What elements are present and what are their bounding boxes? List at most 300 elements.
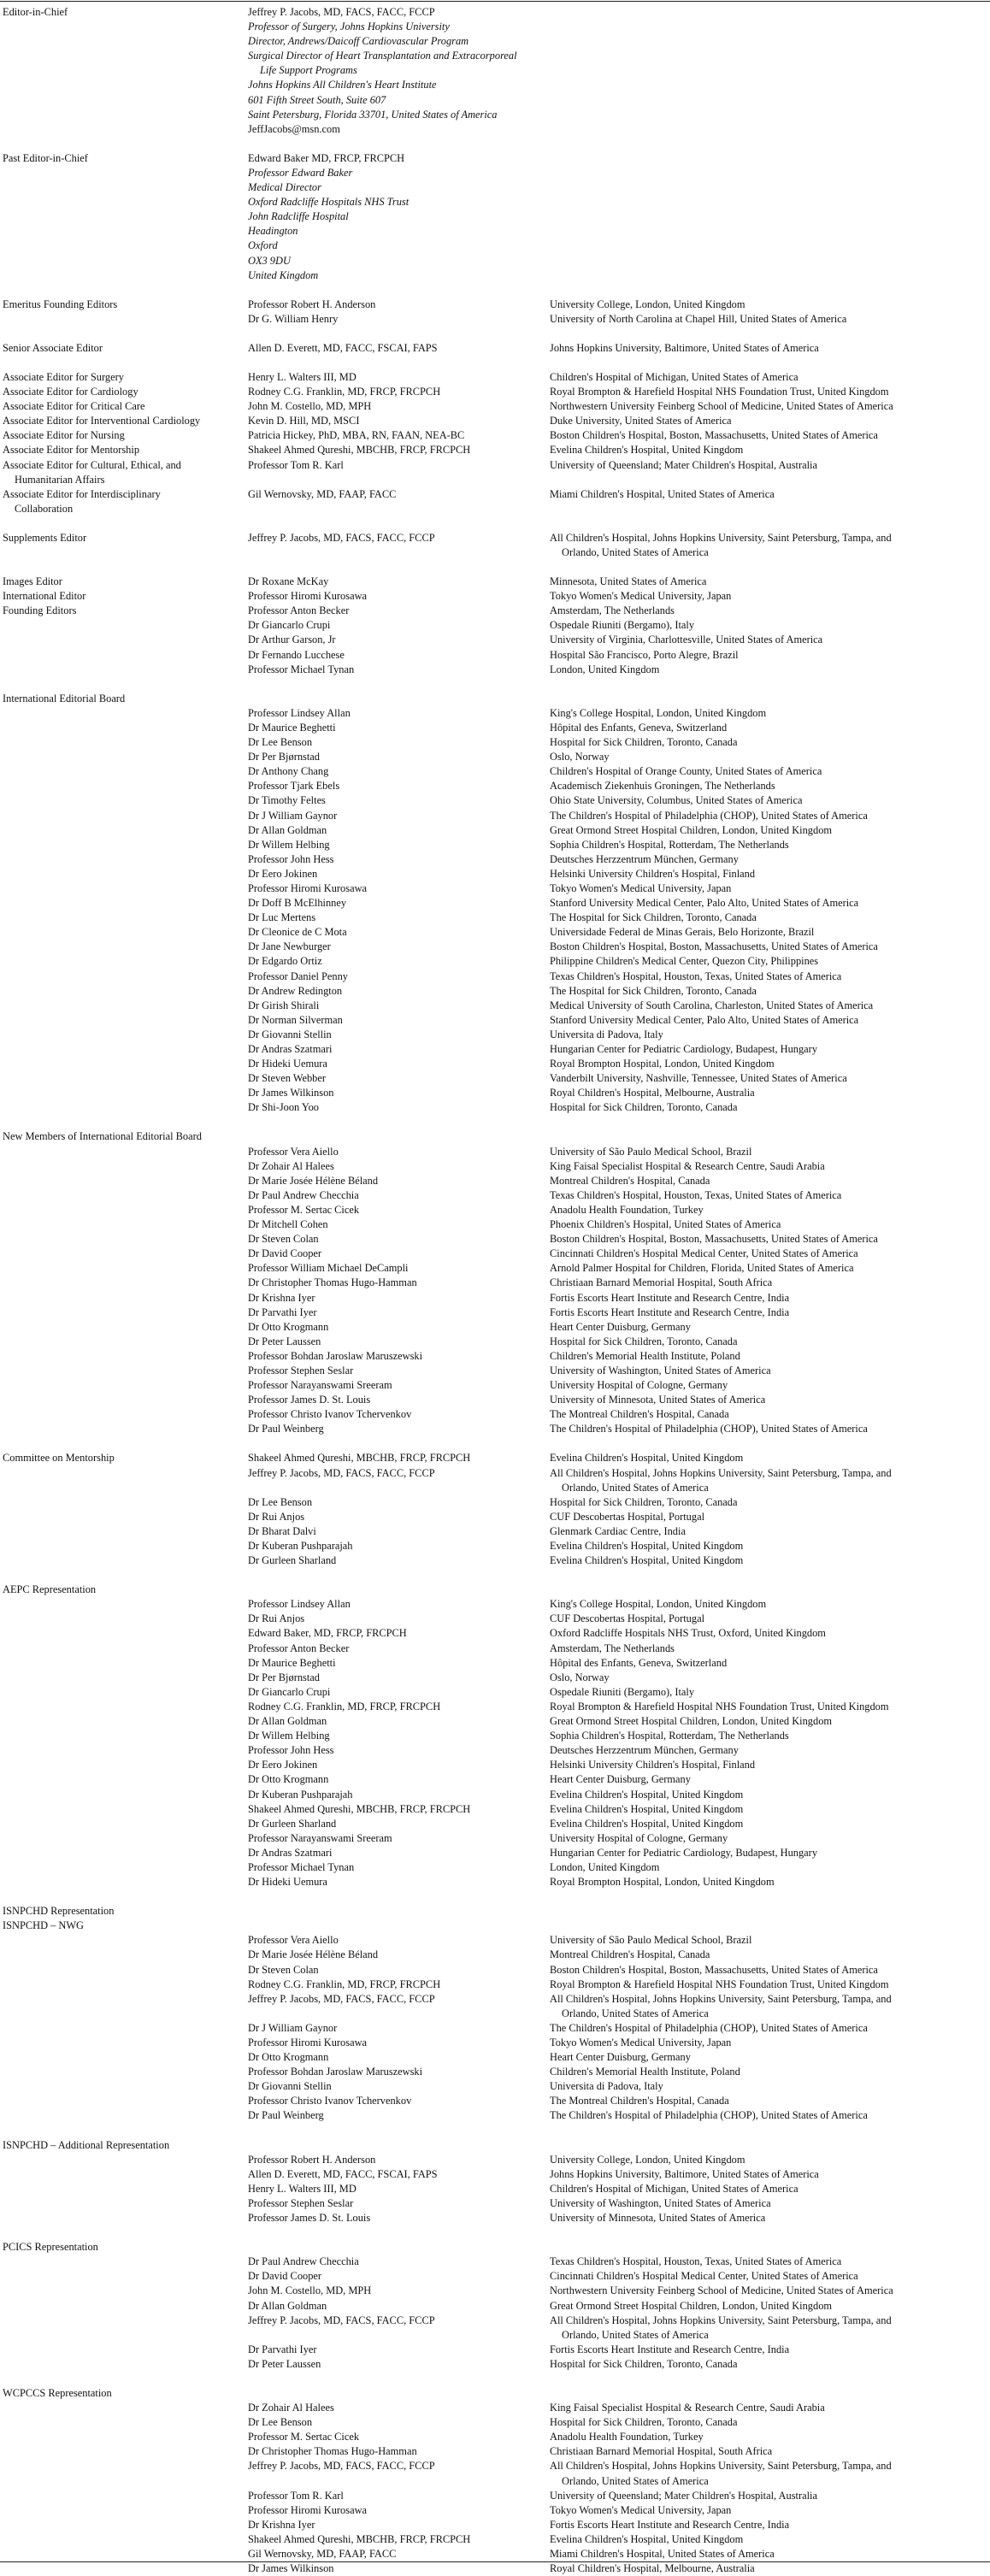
member-affiliation: King Faisal Specialist Hospital & Research Centre, Saudi Arabia [550, 2402, 825, 2414]
member-row [0, 502, 990, 516]
member-name: Gil Wernovsky, MD, FAAP, FACC [248, 487, 397, 500]
member-affiliation: Philippine Children's Medical Center, Quezon City, Philippines [550, 955, 819, 968]
member-row [0, 2401, 990, 2415]
member-name: Rodney C.G. Franklin, MD, FRCP, FRCPCH [248, 386, 441, 398]
member-affiliation: London, United Kingdom [550, 663, 660, 675]
member-affiliation: Oslo, Norway [550, 1671, 610, 1683]
member-name: Allen D. Everett, MD, FACC, FSCAI, FAPS [248, 341, 438, 354]
member-affiliation: Ospedale Riuniti (Bergamo), Italy [550, 1685, 695, 1698]
member-name: Dr Zohair Al Halees [248, 2402, 334, 2414]
member-affiliation: Tokyo Women's Medical University, Japan [550, 2503, 732, 2516]
member-row [0, 1802, 990, 1817]
section-gap [0, 1436, 990, 1451]
member-name: Dr Maurice Beghetti [248, 721, 336, 734]
member-affiliation: Hungarian Center for Pediatric Cardiology, Budapest, Hungary [550, 1846, 818, 1859]
member-row [0, 867, 990, 881]
member-row [0, 721, 990, 735]
member-row [0, 1378, 990, 1393]
member-row [0, 93, 990, 108]
member-row [0, 1393, 990, 1407]
member-affiliation: Royal Brompton & Harefield Hospital NHS Foundation Trust, United Kingdom [550, 1978, 889, 1990]
member-row [0, 881, 990, 896]
section-gap [0, 2225, 990, 2240]
member-name: Dr Maurice Beghetti [248, 1656, 336, 1669]
member-affiliation: The Children's Hospital of Philadelphia (CHOP), United States of America [550, 809, 868, 822]
member-name: Dr Hideki Uemura [248, 1058, 327, 1070]
member-row [0, 970, 990, 984]
member-row [0, 49, 990, 63]
member-name: Professor Robert H. Anderson [248, 2153, 376, 2166]
member-row [0, 1919, 990, 1933]
member-affiliation: Johns Hopkins University, Baltimore, United States of America [550, 2167, 819, 2180]
member-name: Dr Eero Jokinen [248, 867, 318, 880]
member-affiliation: Royal Brompton Hospital, London, United Kingdom [550, 1876, 775, 1889]
member-row [0, 1013, 990, 1028]
member-affiliation: Heart Center Duisburg, Germany [550, 2051, 691, 2064]
member-affiliation: Children's Memorial Health Institute, Poland [550, 1349, 740, 1362]
member-affiliation: Sophia Children's Hospital, Rotterdam, The Netherlands [550, 1730, 789, 1742]
member-affiliation: Cincinnati Children's Hospital Medical Center, United States of America [550, 2270, 858, 2283]
member-name: Dr Marie Josée Hélène Béland [248, 1948, 379, 1961]
member-row [0, 224, 990, 239]
member-affiliation: Montreal Children's Hospital, Canada [550, 1948, 710, 1961]
section-label: New Members of International Editorial Board [3, 1130, 202, 1143]
member-affiliation: Children's Hospital of Michigan, United States of America [550, 370, 798, 383]
member-affiliation: Johns Hopkins University, Baltimore, United States of America [550, 341, 819, 354]
member-row [0, 1817, 990, 1831]
member-name: Dr Timothy Feltes [248, 794, 326, 807]
member-row [0, 2269, 990, 2284]
member-affiliation: CUF Descobertas Hospital, Portugal [550, 1612, 705, 1625]
member-row [0, 823, 990, 838]
member-row [0, 779, 990, 793]
member-name: Jeffrey P. Jacobs, MD, FACS, FACC, FCCP [248, 1992, 435, 2005]
section-header-row [0, 692, 990, 706]
board-section [0, 370, 990, 516]
member-name: Dr Krishna Iyer [248, 1291, 315, 1304]
member-affiliation: Heart Center Duisburg, Germany [550, 1773, 691, 1786]
member-row [0, 2065, 990, 2079]
member-affiliation: Deutsches Herzzentrum München, Germany [550, 852, 739, 865]
member-affiliation: Evelina Children's Hospital, United Kingdom [550, 2532, 744, 2545]
member-affiliation: University of Virginia, Charlottesville, United States of America [550, 634, 823, 646]
member-affiliation: Boston Children's Hospital, Boston, Massachusetts, United States of America [550, 1233, 878, 1246]
member-row [0, 2430, 990, 2444]
member-name: Professor M. Sertac Cicek [248, 2431, 360, 2443]
member-row [0, 1904, 990, 1919]
member-name: Oxford Radcliffe Hospitals NHS Trust [248, 196, 410, 209]
member-row [0, 2474, 990, 2489]
member-affiliation: Fortis Escorts Heart Institute and Research Centre, India [550, 2518, 790, 2531]
member-row [0, 999, 990, 1013]
section-gap [0, 2124, 990, 2138]
member-row [0, 1203, 990, 1217]
member-affiliation: University of North Carolina at Chapel Hill, United States of America [550, 312, 847, 325]
member-name: Professor Tom R. Karl [248, 458, 344, 471]
member-affiliation: Tokyo Women's Medical University, Japan [550, 2037, 732, 2048]
member-affiliation: University College, London, United Kingdom [550, 298, 745, 310]
member-name: Professor Hiromi Kurosawa [248, 590, 368, 603]
member-row [0, 1597, 990, 1612]
member-affiliation: King's College Hospital, London, United Kingdom [550, 706, 767, 719]
member-row [0, 1772, 990, 1787]
member-name: Dr Anthony Chang [248, 765, 329, 778]
member-affiliation: Fortis Escorts Heart Institute and Research Centre, India [550, 1291, 790, 1304]
member-row [0, 1948, 990, 1962]
member-name: Oxford [248, 239, 278, 252]
member-affiliation: Children's Hospital of Orange County, United States of America [550, 765, 822, 778]
member-affiliation: The Children's Hospital of Philadelphia (CHOP), United States of America [550, 2109, 868, 2122]
member-name: Gil Wernovsky, MD, FAAP, FACC [248, 2548, 397, 2560]
member-name: Allen D. Everett, MD, FACC, FSCAI, FAPS [248, 2167, 438, 2180]
member-name: Dr Christopher Thomas Hugo-Hamman [248, 2445, 417, 2458]
member-affiliation: Boston Children's Hospital, Boston, Massachusetts, United States of America [550, 1963, 878, 1976]
member-row [0, 1306, 990, 1320]
member-row [0, 414, 990, 428]
member-name: Medical Director [248, 181, 321, 194]
role-label: Collaboration [15, 502, 74, 515]
member-row [0, 2503, 990, 2518]
member-affiliation: Royal Brompton & Harefield Hospital NHS Foundation Trust, United Kingdom [550, 386, 889, 398]
member-row [0, 2021, 990, 2036]
member-name: Director, Andrews/Daicoff Cardiovascular Program [248, 35, 469, 48]
board-section [0, 1904, 990, 2123]
section-gap [0, 327, 990, 341]
member-row [0, 1466, 990, 1481]
member-row [0, 1700, 990, 1714]
board-section [0, 1451, 990, 1568]
member-row [0, 1232, 990, 1247]
role-label: Associate Editor for Cardiology [3, 386, 138, 398]
member-affiliation: All Children's Hospital, Johns Hopkins University, Saint Petersburg, Tampa, and [550, 1992, 892, 2005]
member-row [0, 195, 990, 209]
member-affiliation: University of Minnesota, United States of America [550, 2212, 766, 2225]
member-row [0, 166, 990, 180]
member-row [0, 1758, 990, 1772]
member-row [0, 1159, 990, 1174]
member-affiliation: Hôpital des Enfants, Geneva, Switzerland [550, 1656, 728, 1669]
member-name: Dr Willem Helbing [248, 1730, 330, 1742]
member-affiliation: Northwestern University Feinberg School of Medicine, United States of America [550, 2284, 893, 2297]
member-affiliation: Orlando, United States of America [562, 2007, 709, 2019]
member-row [0, 1626, 990, 1641]
member-affiliation: Royal Children's Hospital, Melbourne, Australia [550, 1087, 755, 1099]
section-label: Editor-in-Chief [3, 6, 68, 18]
member-name: Dr Rui Anjos [248, 1510, 305, 1523]
member-affiliation: Orlando, United States of America [562, 2474, 709, 2487]
member-name: Henry L. Walters III, MD [248, 2182, 357, 2195]
member-affiliation: All Children's Hospital, Johns Hopkins University, Saint Petersburg, Tampa, and [550, 1466, 892, 1479]
member-name: Dr Norman Silverman [248, 1013, 343, 1026]
member-row [0, 385, 990, 399]
member-row [0, 2284, 990, 2298]
top-rule [0, 1, 990, 2]
member-affiliation: Hospital São Francisco, Porto Alegre, Brazil [550, 648, 739, 661]
member-name: Professor Michael Tynan [248, 663, 355, 675]
section-header-row [0, 2386, 990, 2401]
member-name: Professor M. Sertac Cicek [248, 1203, 360, 1216]
member-row [0, 2007, 990, 2021]
member-affiliation: Montreal Children's Hospital, Canada [550, 1174, 710, 1187]
member-affiliation: University of Washington, United States of America [550, 2196, 771, 2209]
member-affiliation: Hungarian Center for Pediatric Cardiology, Budapest, Hungary [550, 1043, 818, 1055]
member-row [0, 764, 990, 779]
member-name: Professor Hiromi Kurosawa [248, 2503, 368, 2516]
member-row [0, 2561, 990, 2576]
member-row [0, 1261, 990, 1276]
member-row [0, 1145, 990, 1159]
member-affiliation: Minnesota, United States of America [550, 575, 707, 588]
board-section [0, 692, 990, 1116]
board-section [0, 341, 990, 356]
member-affiliation: The Children's Hospital of Philadelphia (CHOP), United States of America [550, 2021, 868, 2034]
board-section [0, 531, 990, 560]
member-row [0, 108, 990, 122]
member-name: Professor Bohdan Jaroslaw Maruszewski [248, 1349, 423, 1362]
member-name: Dr Mitchell Cohen [248, 1218, 328, 1231]
member-row [0, 2328, 990, 2343]
member-affiliation: Great Ormond Street Hospital Children, London, United Kingdom [550, 2299, 833, 2312]
member-row [0, 1028, 990, 1042]
member-name: Dr Roxane McKay [248, 575, 329, 588]
member-affiliation: Hospital for Sick Children, Toronto, Canada [550, 1495, 738, 1508]
member-affiliation: Tokyo Women's Medical University, Japan [550, 881, 732, 894]
section-label: Past Editor-in-Chief [3, 151, 88, 164]
member-affiliation: Boston Children's Hospital, Boston, Massachusetts, United States of America [550, 940, 878, 953]
member-affiliation: Vanderbilt University, Nashville, Tennessee, United States of America [550, 1072, 847, 1085]
member-affiliation: Universidade Federal de Minas Gerais, Belo Horizonte, Brazil [550, 926, 815, 939]
member-row [0, 793, 990, 808]
member-affiliation: University of Minnesota, United States of America [550, 1394, 766, 1406]
member-name: Dr Andras Szatmari [248, 1846, 333, 1859]
member-affiliation: Evelina Children's Hospital, United Kingdom [550, 444, 744, 457]
section-label: AEPC Representation [3, 1583, 97, 1596]
role-label: Associate Editor for Cultural, Ethical, and [3, 458, 181, 471]
member-row [0, 2459, 990, 2473]
member-name: Dr Andrew Redington [248, 984, 343, 997]
member-name: Dr Lee Benson [248, 1495, 313, 1508]
member-affiliation: The Children's Hospital of Philadelphia (CHOP), United States of America [550, 1423, 868, 1435]
member-affiliation: Miami Children's Hospital, United States of America [550, 2548, 775, 2560]
member-row [0, 487, 990, 502]
member-row [0, 1407, 990, 1422]
member-name: Professor Edward Baker [248, 166, 353, 179]
member-name: Dr Gurleen Sharland [248, 1554, 337, 1567]
member-affiliation: Great Ormond Street Hospital Children, London, United Kingdom [550, 823, 833, 836]
member-row [0, 20, 990, 34]
bottom-rule [0, 2561, 990, 2562]
member-name: Professor Anton Becker [248, 604, 350, 617]
member-name: Dr Steven Colan [248, 1963, 319, 1976]
member-affiliation: Miami Children's Hospital, United States of America [550, 487, 775, 500]
member-row [0, 2299, 990, 2314]
member-row [0, 531, 990, 545]
member-affiliation: Fortis Escorts Heart Institute and Research Centre, India [550, 2343, 790, 2355]
member-name: Professor Vera Aiello [248, 1934, 339, 1947]
member-name: Headington [248, 225, 298, 238]
member-row [0, 575, 990, 589]
member-row [0, 648, 990, 663]
member-affiliation: Glenmark Cardiac Centre, India [550, 1524, 686, 1537]
member-name: Dr Doff B McElhinney [248, 897, 347, 910]
member-name: Professor of Surgery, Johns Hopkins University [248, 21, 450, 33]
member-name: Professor Daniel Penny [248, 970, 349, 982]
member-affiliation: Amsterdam, The Netherlands [550, 604, 675, 617]
member-affiliation: Anadolu Health Foundation, Turkey [550, 2431, 704, 2443]
member-row [0, 1685, 990, 1700]
member-row [0, 2108, 990, 2123]
member-row [0, 1276, 990, 1290]
member-name: Dr Parvathi Iyer [248, 1306, 317, 1318]
role-label: Associate Editor for Interdisciplinary [3, 487, 161, 500]
section-header-row [0, 1129, 990, 1144]
member-affiliation: Hospital for Sick Children, Toronto, Canada [550, 2416, 738, 2429]
member-affiliation: University of São Paulo Medical School, Brazil [550, 1934, 752, 1947]
member-name: Professor Hiromi Kurosawa [248, 881, 368, 894]
member-affiliation: Stanford University Medical Center, Palo Alto, United States of America [550, 1013, 859, 1026]
board-section [0, 575, 990, 677]
member-affiliation: London, United Kingdom [550, 1860, 660, 1873]
member-row [0, 2079, 990, 2094]
member-row [0, 2314, 990, 2328]
member-affiliation: Hospital for Sick Children, Toronto, Canada [550, 2357, 738, 2370]
member-name: Professor Robert H. Anderson [248, 298, 376, 310]
role-label: Images Editor [3, 575, 62, 588]
section-label: Senior Associate Editor [3, 341, 103, 354]
member-name: Dr Allan Goldman [248, 2299, 327, 2312]
section-label: ISNPCHD – Additional Representation [3, 2138, 170, 2151]
member-affiliation: The Hospital for Sick Children, Toronto, Canada [550, 911, 757, 924]
member-name: Professor John Hess [248, 852, 334, 865]
member-affiliation: Texas Children's Hospital, Houston, Texas, United States of America [550, 2255, 842, 2268]
member-name: Jeffrey P. Jacobs, MD, FACS, FACC, FCCP [248, 531, 435, 544]
member-name: John M. Costello, MD, MPH [248, 2284, 372, 2297]
member-row [0, 1495, 990, 1510]
member-name: Dr Edgardo Ortiz [248, 955, 322, 968]
member-affiliation: The Montreal Children's Hospital, Canada [550, 2095, 729, 2107]
member-row [0, 1612, 990, 1626]
member-affiliation: Christiaan Barnard Memorial Hospital, South Africa [550, 1276, 773, 1289]
member-affiliation: Hospital for Sick Children, Toronto, Canada [550, 1335, 738, 1347]
member-name: Dr Christopher Thomas Hugo-Hamman [248, 1276, 417, 1289]
member-name: Professor Stephen Seslar [248, 2196, 354, 2209]
member-name: Professor Christo Ivanov Tchervenkov [248, 1408, 412, 1421]
member-row [0, 1042, 990, 1057]
member-name: Dr Otto Krogmann [248, 2051, 329, 2064]
member-row [0, 2050, 990, 2065]
member-name: Kevin D. Hill, MD, MSCI [248, 415, 360, 427]
section-gap [0, 1115, 990, 1129]
member-name: Jeffrey P. Jacobs, MD, FACS, FACC, FCCP [248, 2314, 435, 2326]
member-row [0, 633, 990, 647]
member-name: Professor James D. St. Louis [248, 1394, 371, 1406]
section-gap [0, 1889, 990, 1904]
member-row [0, 896, 990, 911]
board-section [0, 2240, 990, 2372]
section-gap [0, 560, 990, 575]
member-name: Dr Eero Jokinen [248, 1759, 318, 1771]
member-row [0, 473, 990, 487]
member-name: Dr Per Bjørnstad [248, 1671, 320, 1683]
member-row [0, 1729, 990, 1743]
section-header-row [0, 1583, 990, 1597]
section-label: Supplements Editor [3, 531, 87, 544]
board-section [0, 5, 990, 137]
role-label: Humanitarian Affairs [15, 473, 105, 486]
member-name: Dr Marie Josée Hélène Béland [248, 1174, 379, 1187]
member-name: Jeffrey P. Jacobs, MD, FACS, FACC, FCCP [248, 6, 435, 18]
member-name: Shakeel Ahmed Qureshi, MBCHB, FRCP, FRCPCH [248, 444, 471, 457]
member-row [0, 663, 990, 677]
member-affiliation: Heart Center Duisburg, Germany [550, 1320, 691, 1333]
member-row [0, 1086, 990, 1100]
member-name: Dr Paul Andrew Checchia [248, 2255, 359, 2268]
member-row [0, 911, 990, 925]
member-affiliation: Ospedale Riuniti (Bergamo), Italy [550, 619, 695, 632]
member-name: Dr Otto Krogmann [248, 1773, 329, 1786]
member-affiliation: University College, London, United Kingdom [550, 2153, 745, 2166]
member-row [0, 2153, 990, 2167]
member-affiliation: Royal Brompton Hospital, London, United Kingdom [550, 1058, 775, 1070]
member-row [0, 1451, 990, 1465]
member-affiliation: All Children's Hospital, Johns Hopkins University, Saint Petersburg, Tampa, and [550, 2460, 892, 2473]
member-row [0, 1860, 990, 1875]
member-row [0, 1174, 990, 1188]
member-row [0, 735, 990, 750]
member-name: Dr Per Bjørnstad [248, 751, 320, 763]
member-name: Dr Bharat Dalvi [248, 1524, 316, 1537]
member-name: Dr Jane Newburger [248, 940, 331, 953]
member-row [0, 1422, 990, 1436]
member-name: Dr Willem Helbing [248, 838, 330, 851]
member-row [0, 1743, 990, 1758]
member-row [0, 1656, 990, 1671]
member-affiliation: University of Washington, United States of America [550, 1364, 771, 1376]
member-affiliation: King Faisal Specialist Hospital & Research Centre, Saudi Arabia [550, 1159, 825, 1172]
board-section [0, 151, 990, 283]
member-name: Dr Parvathi Iyer [248, 2343, 317, 2355]
member-row [0, 545, 990, 560]
section-label: International Editorial Board [3, 692, 126, 704]
member-row [0, 1539, 990, 1553]
member-row [0, 2415, 990, 2430]
member-name: Dr James Wilkinson [248, 2562, 334, 2575]
section-header-row [0, 2138, 990, 2153]
member-affiliation: Texas Children's Hospital, Houston, Texas, United States of America [550, 1188, 842, 1201]
member-row [0, 1349, 990, 1364]
member-name: 601 Fifth Street South, Suite 607 [248, 93, 386, 106]
member-row [0, 151, 990, 166]
member-name: Dr Shi-Joon Yoo [248, 1101, 319, 1114]
member-name: Professor Lindsey Allan [248, 706, 351, 719]
member-name: Dr Girish Shirali [248, 999, 320, 1011]
member-row [0, 706, 990, 721]
member-name: Dr Krishna Iyer [248, 2518, 315, 2531]
member-name: Dr Giovanni Stellin [248, 1028, 332, 1040]
member-name: Shakeel Ahmed Qureshi, MBCHB, FRCP, FRCPCH [248, 1452, 471, 1465]
member-row [0, 984, 990, 999]
member-name: Dr Peter Laussen [248, 1335, 321, 1347]
role-label: Associate Editor for Interventional Cardiology [3, 415, 201, 427]
member-affiliation: Hospital for Sick Children, Toronto, Canada [550, 736, 738, 749]
section-gap [0, 1568, 990, 1583]
member-row [0, 2547, 990, 2561]
member-name: Dr Steven Colan [248, 1233, 319, 1246]
section-label: PCICS Representation [3, 2241, 98, 2254]
member-affiliation: Children's Hospital of Michigan, United States of America [550, 2182, 798, 2195]
member-affiliation: Orlando, United States of America [562, 2328, 709, 2341]
member-name: United Kingdom [248, 268, 319, 281]
